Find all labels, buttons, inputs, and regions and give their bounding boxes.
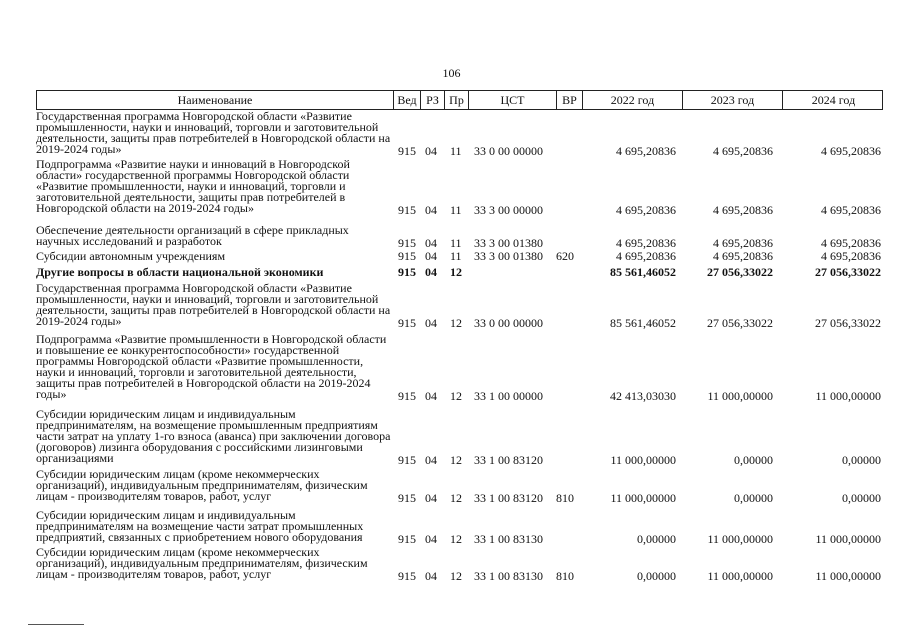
row-y2022: 4 695,20836	[616, 203, 676, 217]
row-vr: 810	[556, 569, 574, 583]
row-ved: 915	[398, 249, 416, 263]
row-y2023: 11 000,00000	[707, 532, 773, 546]
row-rz: 04	[425, 236, 437, 250]
row-name: Другие вопросы в области национальной экономики	[36, 265, 324, 279]
row-cst: 33 3 00 01380	[474, 249, 543, 263]
row-cst: 33 3 00 00000	[474, 203, 543, 217]
header-2022: 2022 год	[583, 91, 683, 109]
row-cst: 33 0 00 00000	[474, 144, 543, 158]
row-name: Субсидии юридическим лицам (кроме некоммерческих организаций), индивидуальным предпринимателям, физическим лицам - производителям товаров, работ, услуг	[36, 467, 368, 503]
row-y2023: 4 695,20836	[713, 144, 773, 158]
row-y2023: 4 695,20836	[713, 236, 773, 250]
row-y2022: 0,00000	[637, 532, 676, 546]
row-rz: 04	[425, 249, 437, 263]
row-y2024: 27 056,33022	[815, 316, 881, 330]
row-y2023: 27 056,33022	[707, 265, 773, 279]
row-rz: 04	[425, 316, 437, 330]
row-ved: 915	[398, 569, 416, 583]
row-pr: 11	[450, 203, 462, 217]
row-ved: 915	[398, 532, 416, 546]
row-name: Субсидии автономным учреждениям	[36, 249, 226, 263]
row-ved: 915	[398, 265, 416, 279]
row-ved: 915	[398, 491, 416, 505]
row-rz: 04	[425, 453, 437, 467]
row-name: Государственная программа Новгородской области «Развитие промышленности, науки и инноваций, торговли и заготовительной деятельности, защиты прав потребителей в Новгородской области на 2019-2024 годы»	[36, 281, 391, 328]
row-y2023: 4 695,20836	[713, 249, 773, 263]
row-y2022: 42 413,03030	[610, 389, 676, 403]
row-rz: 04	[425, 389, 437, 403]
row-y2024: 4 695,20836	[821, 203, 881, 217]
row-pr: 11	[450, 249, 462, 263]
row-y2022: 85 561,46052	[610, 265, 676, 279]
row-pr: 12	[450, 532, 462, 546]
row-y2024: 27 056,33022	[815, 265, 881, 279]
row-rz: 04	[425, 532, 437, 546]
row-pr: 11	[450, 144, 462, 158]
row-y2022: 11 000,00000	[610, 453, 676, 467]
row-y2022: 4 695,20836	[616, 249, 676, 263]
row-rz: 04	[425, 491, 437, 505]
row-name: Государственная программа Новгородской области «Развитие промышленности, науки и инноваций, торговли и заготовительной деятельности, защиты прав потребителей в Новгородской области на 2019-2024 годы»	[36, 109, 391, 156]
header-cst: ЦСТ	[469, 91, 557, 109]
row-y2024: 11 000,00000	[815, 569, 881, 583]
row-rz: 04	[425, 144, 437, 158]
row-y2022: 0,00000	[637, 569, 676, 583]
row-y2024: 0,00000	[842, 453, 881, 467]
table-header	[36, 90, 883, 110]
row-vr: 620	[556, 249, 574, 263]
row-pr: 12	[450, 389, 462, 403]
row-y2024: 4 695,20836	[821, 144, 881, 158]
row-y2024: 11 000,00000	[815, 532, 881, 546]
row-name: Обеспечение деятельности организаций в сфере прикладных научных исследований и разработок	[36, 223, 349, 248]
row-name: Подпрограмма «Развитие промышленности в Новгородской области и повышение ее конкурентоспособности» государственной программы Новгородской области «Развитие промышленности, науки и инноваций, торговли и заготовительной деятельности, защиты прав потребителей в Новгородской области на 2019-2024 годы»	[36, 332, 387, 401]
row-pr: 12	[450, 453, 462, 467]
row-y2023: 4 695,20836	[713, 203, 773, 217]
row-name: Субсидии юридическим лицам (кроме некоммерческих организаций), индивидуальным предпринимателям, физическим лицам - производителям товаров, работ, услуг	[36, 545, 368, 581]
row-y2024: 11 000,00000	[815, 389, 881, 403]
row-y2024: 4 695,20836	[821, 236, 881, 250]
row-cst: 33 1 00 83130	[474, 532, 543, 546]
row-rz: 04	[425, 203, 437, 217]
header-name: Наименование	[37, 91, 394, 109]
header-2024: 2024 год	[811, 93, 856, 107]
row-y2022: 4 695,20836	[616, 144, 676, 158]
row-vr: 810	[556, 491, 574, 505]
row-cst: 33 0 00 00000	[474, 316, 543, 330]
footnote-divider	[28, 624, 84, 625]
row-y2022: 85 561,46052	[610, 316, 676, 330]
header-ved: Вед	[394, 91, 421, 109]
row-pr: 12	[450, 569, 462, 583]
row-y2023: 0,00000	[734, 453, 773, 467]
row-pr: 12	[450, 491, 462, 505]
row-rz: 04	[425, 569, 437, 583]
row-y2023: 11 000,00000	[707, 569, 773, 583]
row-ved: 915	[398, 316, 416, 330]
row-cst: 33 1 00 83120	[474, 453, 543, 467]
row-name: Субсидии юридическим лицам и индивидуальным предпринимателям, на возмещение промышленным предприятиям части затрат на уплату 1-го взноса (аванса) при заключении договора (договоров) лизинга оборудования с российскими лизинговыми организациями	[36, 407, 391, 465]
header-pr: Пр	[445, 91, 469, 109]
row-cst: 33 1 00 83130	[474, 569, 543, 583]
row-y2022: 11 000,00000	[610, 491, 676, 505]
row-name: Подпрограмма «Развитие науки и инноваций в Новгородской области» государственной программы Новгородской области «Развитие промышленности, науки и инноваций, торговли и заготовительной деятельности, защиты прав потребителей в Новгородской области на 2019-2024 годы»	[36, 157, 350, 215]
row-cst: 33 1 00 00000	[474, 389, 543, 403]
row-y2023: 27 056,33022	[707, 316, 773, 330]
row-cst: 33 3 00 01380	[474, 236, 543, 250]
row-ved: 915	[398, 389, 416, 403]
row-pr: 11	[450, 236, 462, 250]
row-y2024: 0,00000	[842, 491, 881, 505]
row-ved: 915	[398, 203, 416, 217]
row-rz: 04	[425, 265, 437, 279]
row-ved: 915	[398, 144, 416, 158]
row-name: Субсидии юридическим лицам и индивидуальным предпринимателям на возмещение части затрат промышленных предприятий, связанных с приобретением нового оборудования	[36, 508, 364, 544]
row-pr: 12	[450, 316, 462, 330]
row-ved: 915	[398, 453, 416, 467]
row-y2023: 0,00000	[734, 491, 773, 505]
header-2023: 2023 год	[683, 91, 783, 109]
row-y2022: 4 695,20836	[616, 236, 676, 250]
header-vr: ВР	[557, 91, 583, 109]
row-pr: 12	[450, 265, 462, 279]
row-cst: 33 1 00 83120	[474, 491, 543, 505]
row-ved: 915	[398, 236, 416, 250]
header-rz: РЗ	[421, 91, 445, 109]
row-y2023: 11 000,00000	[707, 389, 773, 403]
page-number: 106	[442, 66, 461, 80]
row-y2024: 4 695,20836	[821, 249, 881, 263]
